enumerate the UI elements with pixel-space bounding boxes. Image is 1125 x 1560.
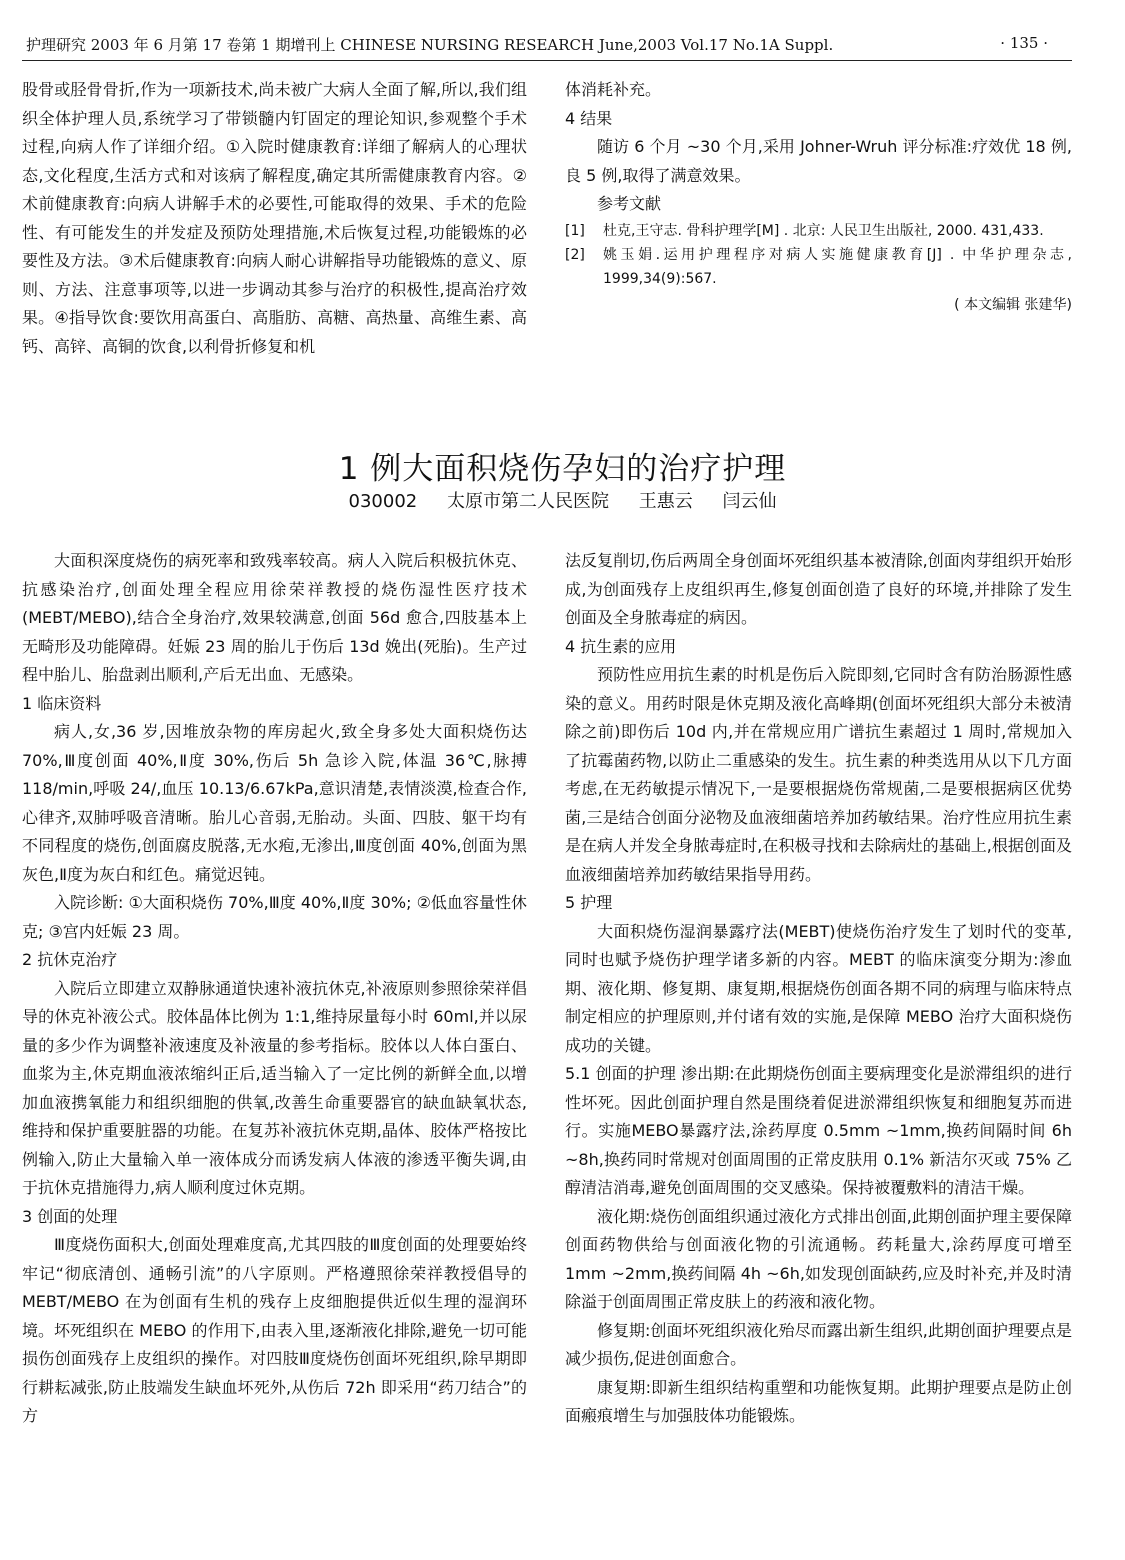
section-heading: 4 结果 xyxy=(565,108,613,128)
main-right-column xyxy=(565,547,1072,1431)
body-paragraph: 大面积烧伤湿润暴露疗法(MEBT)使烧伤治疗发生了划时代的变革,同时也赋予烧伤护理学诸多新的内容。MEBT 的临床演变分期为:渗血期、液化期、修复期、康复期,根据烧伤创面各期不同的病理与临床特点制定相应的护理原则,并付诸有效的实施,是保障 MEBO 治疗大面积烧伤成功的关键。 xyxy=(565,921,1072,1055)
intro-paragraph: 大面积深度烧伤的病死率和致残率较高。病人入院后积极抗休克、抗感染治疗,创面处理全程应用徐荣祥教授的烧伤湿性医疗技术(MEBT/MEBO),结合全身治疗,效果较满意,创面 56d 愈合,四肢基本上无畸形及功能障碍。妊娠 23 周的胎儿于伤后 13d 娩出(死胎)。生产过程中胎儿、胎盘剥出顺利,产后无出血、无感染。 xyxy=(22,551,527,684)
body-paragraph: 病人,女,36 岁,因堆放杂物的库房起火,致全身多处大面积烧伤达 70%,Ⅲ度创面 40%,Ⅱ度 30%,伤后 5h 急诊入院,体温 36℃,脉搏 118/min,呼吸 24/,血压 10.13/6.67kPa,意识清楚,表情淡漠,检查合作,心律齐,双肺呼吸音清晰。胎儿心音弱,无胎动。头面、四肢、躯干均有不同程度的烧伤,创面腐皮脱落,无水疱,无渗出,Ⅲ度创面 40%,创面为黑灰色,Ⅱ度为灰白和红色。痛觉迟钝。 xyxy=(22,722,527,884)
top-right-column xyxy=(565,76,1072,319)
reference-item xyxy=(565,243,1072,291)
postcode: 030002 xyxy=(348,491,418,512)
reference-number: [1] xyxy=(565,222,585,239)
section-heading: 3 创面的处理 xyxy=(22,1206,118,1226)
body-paragraph: Ⅲ度烧伤面积大,创面处理难度高,尤其四肢的Ⅲ度创面的处理要始终牢记“彻底清创、通畅引流”的八字原则。严格遵照徐荣祥教授倡导的 MEBT/MEBO 在为创面有生机的残存上皮细胞提供近似生理的湿润环境。坏死组织在 MEBO 的作用下,由表入里,逐渐液化排除,避免一切可能损伤创面残存上皮组织的操作。对四肢Ⅲ度烧伤创面坏死组织,除早期即行耕耘减张,防止肢端发生缺血坏死外,从伤后 72h 即采用“药刀结合”的方 xyxy=(22,1235,527,1425)
editor-credit: ( 本文编辑 张建华) xyxy=(954,296,1072,313)
subsection-paragraph: 5.1 创面的护理 渗出期:在此期烧伤创面主要病理变化是淤滞组织的进行性坏死。因此创面护理自然是围绕着促进淤滞组织恢复和细胞复苏而进行。实施MEBO暴露疗法,涂药厚度 0.5mm ~1mm,换药间隔时间 6h ~8h,换药同时常规对创面周围的正常皮肤用 0.1% 新洁尔灭或 75% 乙醇清洁消毒,避免创面周围的交叉感染。保持被覆敷料的清洁干燥。 xyxy=(565,1064,1072,1197)
reference-text: 杜克,王守志. 骨科护理学[M] . 北京: 人民卫生出版社, 2000. 431,433. xyxy=(603,222,1044,239)
top-left-column xyxy=(22,76,527,361)
section-heading: 1 临床资料 xyxy=(22,693,102,713)
body-paragraph: 入院后立即建立双静脉通道快速补液抗休克,补液原则参照徐荣祥倡导的休克补液公式。胶体晶体比例为 1:1,维持尿量每小时 60ml,并以尿量的多少作为调整补液速度及补液量的参考指标。胶体以人体白蛋白、血浆为主,休克期血液浓缩纠正后,适当输入了一定比例的新鲜全血,以增加血液携氧能力和组织细胞的供氧,改善生命重要器官的缺血缺氧状态,维持和保护重要脏器的功能。在复苏补液抗休克期,晶体、胶体严格按比例输入,防止大量输入单一液体成分而诱发病人体液的渗透平衡失调,由于抗休克措施得力,病人顺利度过休克期。 xyxy=(22,978,527,1197)
body-paragraph: 预防性应用抗生素的时机是伤后入院即刻,它同时含有防治肠源性感染的意义。用药时限是休克期及液化高峰期(创面坏死组织大部分未被清除之前)即伤后 10d 内,并在常规应用广谱抗生素超过 1 周时,常规加入了抗霉菌药物,以防止二重感染的发生。抗生素的种类选用从以下几方面考虑,在无药敏提示情况下,一是要根据烧伤常规菌,二是要根据病区优势菌,三是结合创面分泌物及血液细菌培养加药敏结果。治疗性应用抗生素是在病人并发全身脓毒症时,在积极寻找和去除病灶的基础上,根据创面及血液细菌培养加药敏结果指导用药。 xyxy=(565,665,1072,884)
body-paragraph: 法反复削切,伤后两周全身创面坏死组织基本被清除,创面肉芽组织开始形成,为创面残存上皮组织再生,修复创面创造了良好的环境,并排除了发生创面及全身脓毒症的病因。 xyxy=(565,551,1072,627)
body-paragraph: 体消耗补充。 xyxy=(565,80,662,99)
reference-item xyxy=(565,219,1072,243)
reference-number: [2] xyxy=(565,246,585,263)
page-number: · 135 · xyxy=(1000,34,1048,52)
author-line xyxy=(0,487,1125,513)
body-paragraph: 随访 6 个月 ~30 个月,采用 Johner-Wruh 评分标准:疗效优 18 例, 良 5 例,取得了满意效果。 xyxy=(565,137,1072,185)
author-name: 王惠云 xyxy=(638,491,693,512)
body-paragraph: 入院诊断: ①大面积烧伤 70%,Ⅲ度 40%,Ⅱ度 30%; ②低血容量性休克; ③宫内妊娠 23 周。 xyxy=(22,893,527,941)
reference-text: 姚玉娟.运用护理程序对病人实施健康教育[J] . 中华护理杂志, 1999,34(9):567. xyxy=(603,246,1072,287)
author-name: 闫云仙 xyxy=(722,491,777,512)
section-heading: 5 护理 xyxy=(565,893,613,912)
body-paragraph: 液化期:烧伤创面组织通过液化方式排出创面,此期创面护理主要保障创面药物供给与创面液化物的引流通畅。药耗量大,涂药厚度可增至 1mm ~2mm,换药间隔 4h ~6h,如发现创面缺药,应及时补充,并及时清除溢于创面周围正常皮肤上的药液和液化物。 xyxy=(565,1206,1072,1311)
section-heading: 4 抗生素的应用 xyxy=(565,636,677,656)
affiliation: 太原市第二人民医院 xyxy=(446,491,609,512)
body-paragraph: 股骨或胫骨骨折,作为一项新技术,尚未被广大病人全面了解,所以,我们组织全体护理人员,系统学习了带锁髓内钉固定的理论知识,参观整个手术过程,向病人作了详细介绍。①入院时健康教育:详细了解病人的心理状态,文化程度,生活方式和对该病了解程度,确定其所需健康教育内容。②术前健康教育:向病人讲解手术的必要性,可能取得的效果、手术的危险性、有可能发生的并发症及预防处理措施,术后恢复过程,功能锻炼的必要性及方法。③术后健康教育:向病人耐心讲解指导功能锻炼的意义、原则、方法、注意事项等,以进一步调动其参与治疗的积极性,提高治疗效果。④指导饮食:要饮用高蛋白、高脂肪、高糖、高热量、高维生素、高钙、高锌、高铜的饮食,以利骨折修复和机 xyxy=(22,80,527,356)
running-header xyxy=(22,30,1072,61)
body-paragraph: 修复期:创面坏死组织液化殆尽而露出新生组织,此期创面护理要点是减少损伤,促进创面愈合。 xyxy=(565,1320,1072,1368)
main-left-column xyxy=(22,547,527,1431)
section-heading: 2 抗休克治疗 xyxy=(22,950,118,969)
body-paragraph: 康复期:即新生组织结构重塑和功能恢复期。此期护理要点是防止创面瘢痕增生与加强肢体功能锻炼。 xyxy=(565,1377,1072,1425)
journal-citation: 护理研究 2003 年 6 月第 17 卷第 1 期增刊上 CHINESE NURSING RESEARCH June,2003 Vol.17 No.1A Suppl. xyxy=(26,36,834,54)
article-title: 1 例大面积烧伤孕妇的治疗护理 xyxy=(338,451,787,487)
references-heading: 参考文献 xyxy=(597,194,662,213)
